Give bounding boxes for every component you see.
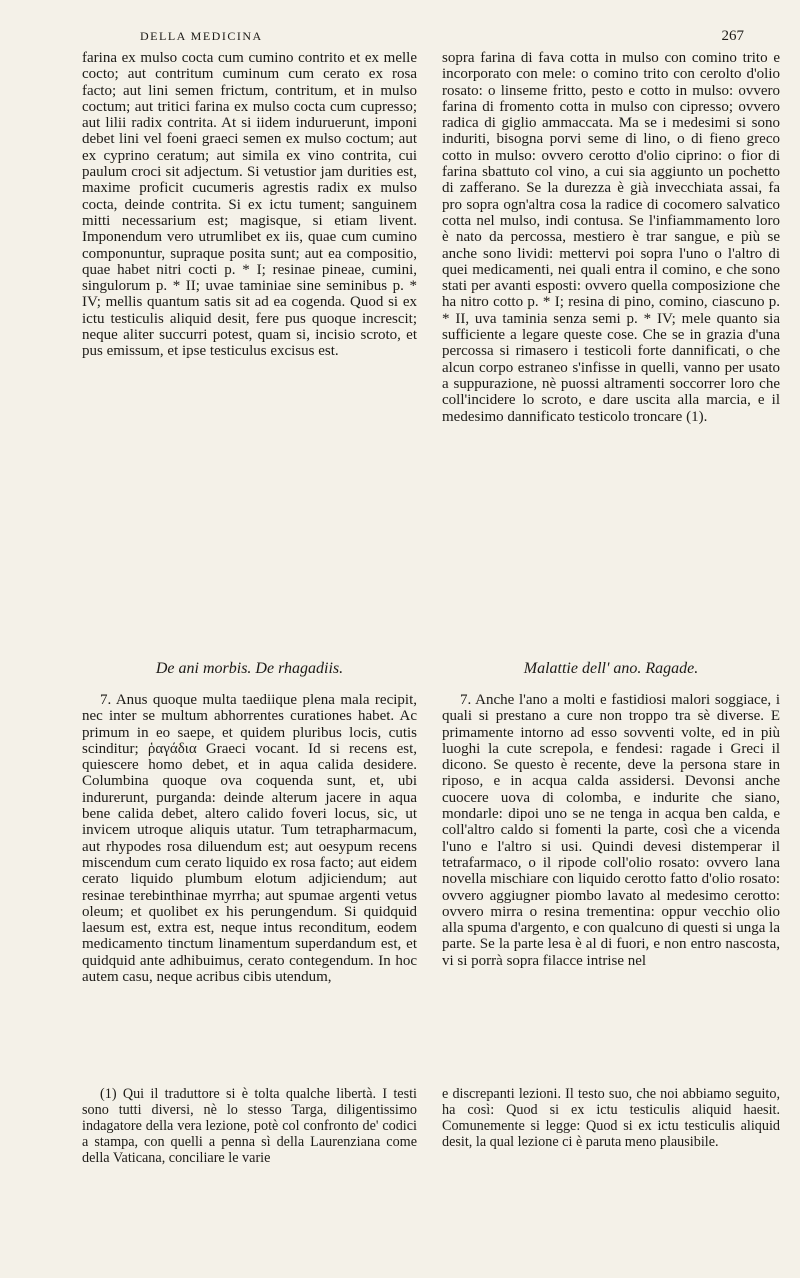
- footnote-text-left: (1) Qui il traduttore si è tolta qualche libertà. I testi sono tutti diversi, nè lo stesso Targa, diligentissimo indagatore della vera lezione, potè col confronto de' codici a stampa, con quelli a penna sì della Laurenziana come della Vaticana, conciliare le varie: [82, 1086, 417, 1166]
- italian-paragraph-continued: sopra farina di fava cotta in mulso con comino trito e incorporato con mele: o comino trito con cerolto d'olio rosato: o linseme fritto, pesto e cotto in mulso: ovvero farina di fromento cotta in mulso con cipresso; ovvero radica di giglio ammaccata. Ma se i medesimi si sono induriti, bisogna porvi seme di lino, o di fieno greco cotto in mulso: ovvero cerotto d'olio ciprino: o fior di farina sbattuto col vino, a cui sia aggiunto un pochetto di zafferano. Se la durezza è già invecchiata assai, fa pro sopra ogn'altra cosa la radice di cocomero salvatico cotta nel mulso, indi contusa. Se l'infiammamento loro è nato da percossa, mestiero è trar sangue, e più se anche sono lividi: mettervi poi sopra l'uno o l'altro di quei medicamenti, nei quali entra il comino, e che sono stati per avanti esposti: ovvero quella composizione che ha nitro cotto p. * I; resina di pino, comino, ciascuno p. * II, uva taminia senza semi p. * IV; mele quanto sia sufficiente a legare queste cose. Che se in grazia d'una percossa si rimasero i testicoli forte dannificati, o che alcun corpo estraneo s'infisse in quelli, vanno per usato a suppurazione, nè puossi altramenti soccorrer loro che coll'incidere lo scroto, e dare uscita alla marcia, e il medesimo dannificato testicolo troncare (1).: [442, 50, 780, 425]
- latin-paragraph-continued: farina ex mulso cocta cum cumino contrito et ex melle cocto; aut contritum cuminum cum cerato ex rosa facto; aut lini semen frictum, contritum, et in mulso coctum; aut tritici farina ex mulso cocta cum cupresso; aut lilii radix contrita. At si iidem induruerunt, imponi debet lini vel foeni graeci semen ex mulso coctum; aut ex cyprino ceratum; aut simila ex vino contrita, cui paulum croci sit adjectum. Si vetustior jam durities est, maxime proficit cucumeris agrestis radix ex mulso cocta, deinde contrita. Si ex ictu tument; sanguinem mitti necessarium est; magisque, si etiam livent. Imponendum vero utrumlibet ex iis, quae cum cumino componuntur, supraque posita sunt; aut ea compositio, quae habet nitri cocti p. * I; resinae pineae, cumini, singulorum p. * II; uvae taminiae sine seminibus p. * IV; mellis quantum satis sit ad ea cogenda. Quod si ex ictu testiculis aliquid desit, fere pus quoque increscit; neque aliter succurri potest, quam si, incisio scroto, et pus emissum, et ipse testiculus excisus est.: [82, 50, 417, 360]
- italian-column-bottom: [442, 692, 780, 969]
- latin-column-top: [82, 50, 417, 360]
- footnote-right: [442, 1086, 780, 1150]
- running-title: DELLA MEDICINA: [140, 29, 263, 43]
- latin-paragraph-7: 7. Anus quoque multa taediique plena mala recipit, nec inter se multum abhorrentes curationes habet. Ac primum in eo saepe, et quidem pluribus locis, cutis scinditur; ῥαγάδια Graeci vocant. Id si recens est, quiescere homo debet, et in aqua calida desidere. Columbina quoque ova coquenda sunt, et, ubi indurerunt, purganda: deinde alterum jacere in aqua bene calida debet, altero calido foveri locus, sic, ut invicem utroque aliquis utatur. Tum tetrapharmacum, aut rhypodes rosa diluendum est; aut oesypum recens miscendum cum cerato liquido ex rosa facto; aut eidem cerato liquido plumbum elotum adjiciendum; aut resinae terebinthinae myrrha; aut spumae argenti vetus oleum; et quolibet ex his perungendum. Si quidquid laesum est, extra est, neque intus reconditum, eodem medicamento tinctum linamentum superdandum est, et quidquid ante adhibuimus, cerato contegendum. In hoc autem casu, neque acribus cibis utendum,: [82, 692, 417, 986]
- latin-section-title: De ani morbis. De rhagadiis.: [155, 660, 344, 677]
- italian-section-title: Malattie dell' ano. Ragade.: [523, 660, 699, 677]
- italian-paragraph-7: 7. Anche l'ano a molti e fastidiosi malori soggiace, i quali si prestano a cure non troppo tra sè diverse. E primamente intorno ad esso sovventi volte, ed in più luoghi la cute screpola, e fendesi: ragade i Greci il dicono. Se questo è recente, deve la persona stare in riposo, e in acqua calda assidersi. Devonsi anche cuocere uova di colomba, e indurite che siano, mondarle: dipoi uno se ne tenga in acqua ben calda, e coll'altro caldo si fomenti la parte, così che a vicenda l'uno e l'altro si usi. Quindi devesi distemperar il tetrafarmaco, o il ripode coll'olio rosato: ovvero lana novella mischiare con liquido cerotto fatto d'olio rosato: ovvero aggiugner piombo lavato al medesimo cerotto: ovvero mirra o resina trementina: oppur vecchio olio alla spuma d'argento, e con qualcuno di questi si unga la parte. Se la parte lesa è al di fuori, e non entro nascosta, vi si porrà sopra filacce intrise nel: [442, 692, 780, 969]
- page-number: 267: [721, 28, 744, 44]
- footnote-left: [82, 1086, 417, 1166]
- footnote-text-right: e discrepanti lezioni. Il testo suo, che noi abbiamo seguito, ha così: Quod si ex ictu testiculis aliquid haesit. Comunemente si legge: Quod si ex ictu testiculis aliquid desit, la qual lezione ci è paruta meno plausibile.: [442, 1086, 780, 1150]
- running-header: [140, 28, 744, 45]
- latin-column-bottom: [82, 692, 417, 985]
- italian-column-top: [442, 50, 780, 425]
